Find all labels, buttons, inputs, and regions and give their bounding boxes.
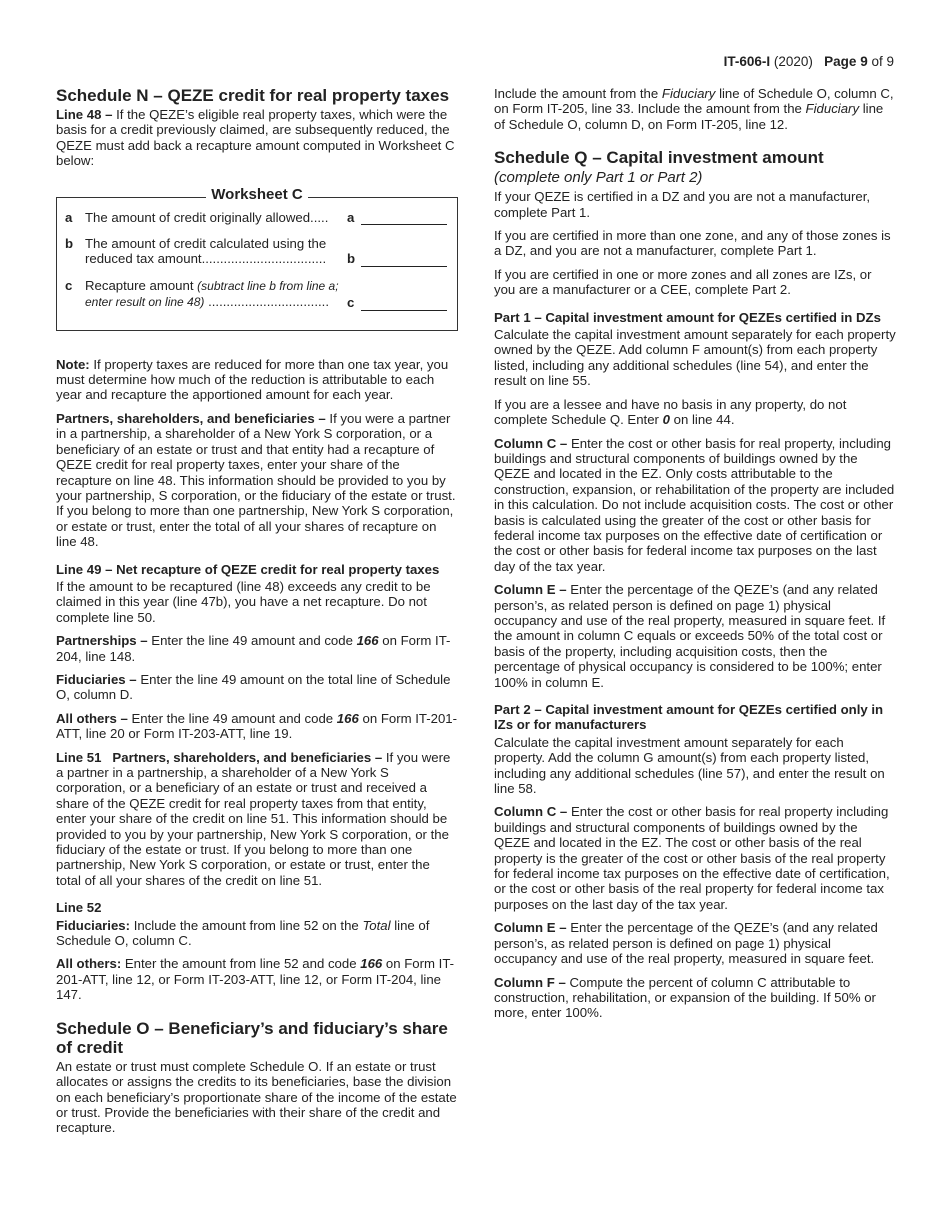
worksheet-b-field[interactable] [361,252,447,267]
partners-paragraph: Partners, shareholders, and beneficiaries – If you were a partner in a partnership, a shareholder of a New York S corporation, or a beneficiary of an estate or trust and that entity had a recapture of QEZE credit for real property taxes, enter your share of the recapture on line 48. This information should be provided to you by your partnership, S corporation, or the fiduciary of the estate or trust. If you belong to more than one partnership, New York S corporation, or estate or trust, enter the total of all your shares of recapture on line 48. [56,410,456,550]
all-others-paragraph: All others – Enter the line 49 amount and code 166 on Form IT-201-ATT, line 20 or Form IT-203-ATT, line 19. [56,710,458,742]
page-header [724,54,894,69]
line-49-paragraph: If the amount to be recaptured (line 48) exceeds any credit to be claimed in this year (line 47b), you have a net recapture. Do not complete line 50. [56,578,431,625]
part-2-column-c: Column C – Enter the cost or other basis for real property including buildings and structural components of buildings owned by the QEZE and located in the EZ. The cost or other basis of the real property is the greater of the cost or other basis of the real property for federal income tax purposes on the effective date of certification, or the cost or other basis of the real property for federal income tax purposes on the last day of the tax year. [494,804,890,912]
line-49-heading: Line 49 – Net recapture of QEZE credit for real property taxes [56,561,440,577]
part-2-column-f: Column F – Compute the percent of column C attributable to construction, rehabilitation, or expansion of the building. If 50% or more, enter 100%. [494,974,876,1021]
schedule-q-title: Schedule Q – Capital investment amount [494,148,824,168]
left-column [56,86,458,1144]
fiduciaries-paragraph: Fiduciaries – Enter the line 49 amount on the total line of Schedule O, column D. [56,671,451,703]
right-column [494,86,896,1029]
line-52-all-others: All others: Enter the amount from line 52 and code 166 on Form IT-201-ATT, line 12, or Form IT-203-ATT, line 12, or Form IT-204, line 147. [56,956,455,1003]
line-48-paragraph: Line 48 – If the QEZE’s eligible real property taxes, which were the basis for a credit previously claimed, are subsequently reduced, the QEZE must add back a recapture amount computed in Worksheet C below: [56,107,455,169]
schedule-q-subtitle: (complete only Part 1 or Part 2) [494,169,703,187]
lessee-paragraph: If you are a lessee and have no basis in any property, do not complete Schedule Q. Enter 0 on line 44. [494,396,847,428]
partnerships-paragraph: Partnerships – Enter the line 49 amount and code 166 on Form IT-204, line 148. [56,633,451,664]
worksheet-title: Worksheet C [206,186,307,203]
schedule-q-para-2: If you are certified in more than one zone, and any of those zones is a DZ, and you are not a manufacturer, complete Part 1. [494,228,891,259]
page-total: of 9 [871,54,894,69]
fiduciary-carryover-paragraph: Include the amount from the Fiduciary line of Schedule O, column C, on Form IT-205, line 33. Include the amount from the Fiduciary line of Schedule O, column D, on Form IT-205, line 12. [494,86,894,132]
form-year: (2020) [773,54,813,69]
schedule-o-title: Schedule O – Beneficiary’s and fiduciary’s share of credit [56,1018,448,1057]
worksheet-row-b: b The amount of credit calculated using the reduced tax amount.................................. b [65,236,447,267]
part-1-column-c: Column C – Enter the cost or other basis for real property, including buildings and structural components of buildings owned by the QEZE and located in the EZ. Only costs attributable to the construction, expansion, or rehabilitation of the property are included in this calculation. Do not include acquisition costs. The cost or other basis is calculated using the greater of the cost or other basis for federal income tax purposes on the effective date of certification or the cost or other basis for federal income tax purposes on the last day of the tax year. [494,435,895,574]
schedule-n-title: Schedule N – QEZE credit for real property taxes [56,86,450,105]
form-number: IT-606-I [723,54,771,69]
part-2-heading: Part 2 – Capital investment amount for QEZEs certified only in IZs or for manufacturers [494,702,884,733]
part-2-column-e: Column E – Enter the percentage of the QEZE’s (and any related person’s, as related person is defined on page 1) physical occupancy and use of the real property, measured in square feet. [494,920,878,967]
schedule-q-para-3: If you are certified in one or more zones and all zones are IZs, or you are a manufacturer or a CEE, complete Part 2. [494,266,872,298]
line-52-heading: Line 52 [56,900,102,916]
worksheet-a-field[interactable] [361,210,447,225]
note-paragraph: Note: If property taxes are reduced for more than one tax year, you must determine how much of the reduction is attributable to each year and recapture the apportioned amount for each year. [56,356,449,403]
worksheet-c-field[interactable] [361,296,447,311]
line-52-fiduciaries: Fiduciaries: Include the amount from line 52 on the Total line of Schedule O, column C. [56,917,430,949]
part-1-heading: Part 1 – Capital investment amount for QEZEs certified in DZs [494,309,881,325]
worksheet-row-a: a The amount of credit originally allowed..... a [65,210,447,225]
schedule-q-para-1: If your QEZE is certified in a DZ and you are not a manufacturer, complete Part 1. [494,189,871,220]
worksheet-c [56,185,458,331]
part-1-paragraph: Calculate the capital investment amount separately for each property owned by the QEZE. Add column F amount(s) from each property listed, including any additional schedules (line 54), and enter the result on line 55. [494,327,896,389]
line-51-paragraph: Line 51 Partners, shareholders, and beneficiaries – If you were a partner in a partnership, a shareholder of a New York S corporation, or a beneficiary of an estate or trust and received a share of the QEZE credit for real property taxes from that entity, enter your share of the credit on line 51. This information should be provided to you by your partnership, New York S corporation, or the fiduciary of the estate or trust. If you belong to more than one partnership, New York S corporation, or estate or trust, enter the total of all your shares of the credit on line 51. [56,749,451,888]
page-number: Page 9 [824,54,868,69]
worksheet-row-c: c Recapture amount (subtract line b from line a; enter result on line 48) ................................. c [65,278,447,311]
part-2-paragraph: Calculate the capital investment amount separately for each property. Add the column G amount(s) from each property listed, including any additional schedules (line 57), and enter the result on line 58. [494,734,885,797]
schedule-o-paragraph: An estate or trust must complete Schedule O. If an estate or trust allocates or assigns the credits to its beneficiaries, base the division on each beneficiary’s proportionate share of the income of the estate or trust. Provide the beneficiaries with their share of the credit and recapture. [56,1058,457,1136]
part-1-column-e: Column E – Enter the percentage of the QEZE’s (and any related person’s, as related person is defined on page 1) physical occupancy and use of the real property, measured in square feet. If the amount in column C equals or exceeds 50% of the total cost or basis of the property, including acquisition costs, then the percentage of physical occupancy is considered to be 100%; enter 100% in column E. [494,582,886,690]
